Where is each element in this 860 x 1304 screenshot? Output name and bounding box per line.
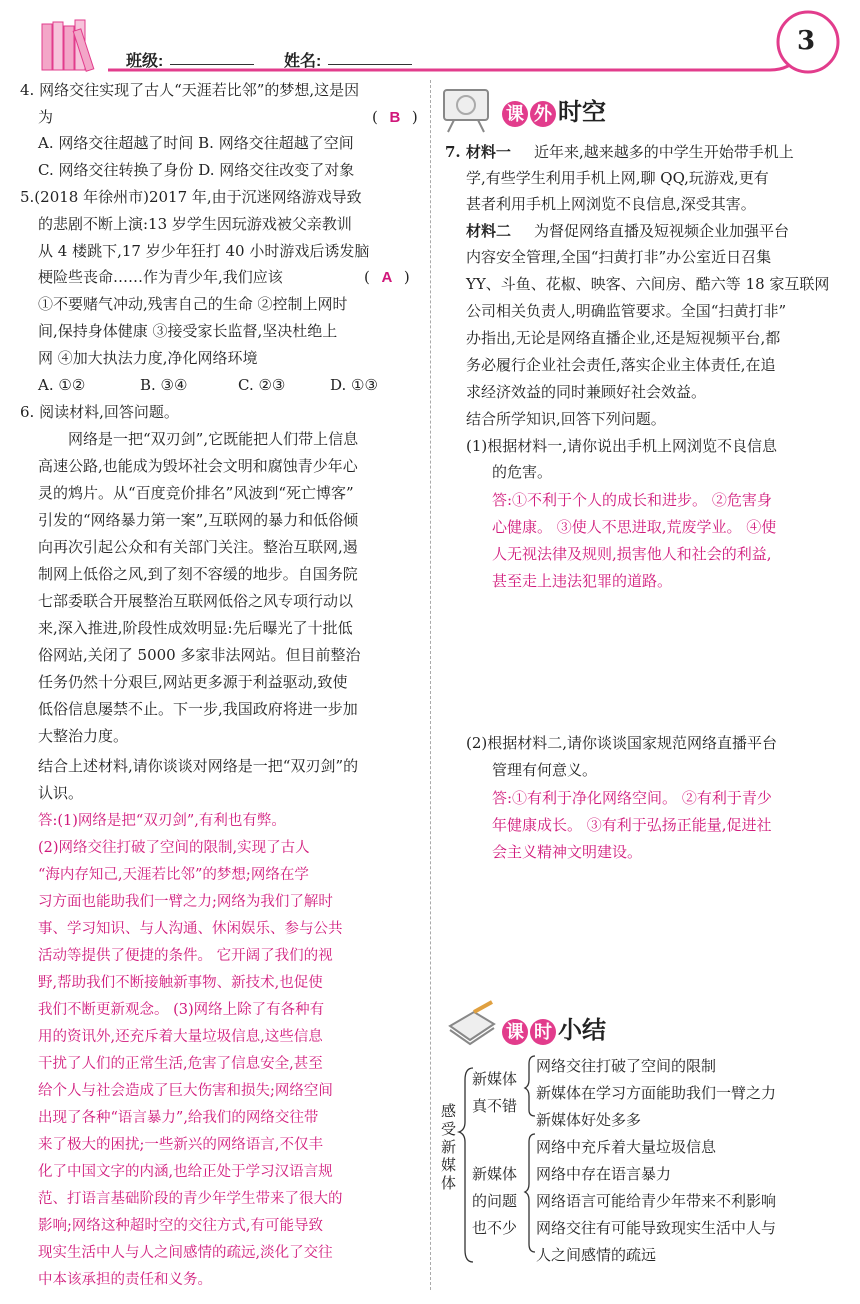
page-number: 3	[797, 26, 816, 56]
q6-answer-line: 习方面也能助我们一臂之力;网络为我们了解时	[38, 894, 333, 910]
q6-answer-line: “海内存知己,天涯若比邻”的梦想;网络在学	[38, 867, 309, 883]
q6-answer-line: 答:(1)网络是把“双刃剑”,有利也有弊。	[38, 813, 286, 829]
q6-passage-line: 灵的鸩片。从“百度竞价排名”风波到“死亡博客”	[38, 484, 354, 502]
branch1-item: 新媒体好处多多	[536, 1111, 642, 1129]
q6-answer-line: 我们不断更新观念。 (3)网络上除了有各种有	[38, 1002, 325, 1018]
q6-question-line2: 认识。	[38, 784, 84, 802]
summary-root: 感受新媒体	[441, 1102, 457, 1192]
title-char-circle: 课	[502, 1019, 528, 1045]
q6-passage-line: 七部委联合开展整治互联网低俗之风专项行动以	[38, 592, 354, 610]
q6-answer-line: 影响;网络这种超时空的交往方式,有可能导致	[38, 1218, 323, 1234]
q7-sub2-answer: 答:①有利于净化网络空间。 ②有利于青少	[492, 789, 772, 807]
q7-sub1-line: (1)根据材料一,请你说出手机上网浏览不良信息	[466, 437, 778, 455]
q6-answer-line: (2)网络交往打破了空间的限制,实现了古人	[38, 840, 310, 856]
q7-sub2-answer: 会主义精神文明建设。	[492, 843, 643, 861]
q6-passage-line: 大整治力度。	[38, 727, 129, 745]
q5-paren: ( A )	[364, 268, 410, 286]
q7-sub1-answer: 人无视法律及规则,损害他人和社会的利益,	[492, 545, 772, 563]
q6-answer-line: 活动等提供了便捷的条件。 它开阔了我们的视	[38, 948, 333, 964]
q7-material1-label: 7. 材料一	[445, 143, 511, 161]
q6-answer-line: 野,帮助我们不断接触新事物、新技术,也促使	[38, 975, 323, 991]
q6-answer-line: 现实生活中人与人之间感情的疏远,淡化了交往	[38, 1245, 333, 1261]
title-char-circle: 时	[530, 1019, 556, 1045]
q6-passage-line: 任务仍然十分艰巨,网站更多源于利益驱动,致使	[38, 673, 348, 691]
branch1-item: 新媒体在学习方面能助我们一臂之力	[536, 1084, 777, 1102]
q4-stem-line2: 为	[38, 108, 54, 126]
q7-sub1-answer: 答:①不利于个人的成长和进步。 ②危害身	[492, 491, 772, 509]
q7-material2-line: 求经济效益的同时兼顾好社会效益。	[466, 383, 707, 401]
q6-passage-line: 引发的“网络暴力第一案”,互联网的暴力和低俗倾	[38, 511, 359, 529]
q4-paren: ( B )	[372, 108, 418, 126]
q4-answer: B	[389, 109, 401, 126]
q6-answer-line: 中本该承担的责任和义务。	[38, 1272, 212, 1288]
q7-material2-line: YY、斗鱼、花椒、映客、六间房、酷六等 18 家互联网	[466, 275, 830, 293]
q6-passage-line: 低俗信息屡禁不止。下一步,我国政府将进一步加	[38, 700, 358, 718]
q6-stem: 6. 阅读材料,回答问题。	[20, 403, 179, 421]
q7-instruction: 结合所学知识,回答下列问题。	[466, 410, 666, 428]
class-label: 班级:	[126, 53, 164, 70]
branch2-item: 网络语言可能给青少年带来不利影响	[536, 1192, 777, 1210]
q6-answer-line: 给个人与社会造成了巨大伤害和损失;网络空间	[38, 1083, 333, 1099]
q4-options-ab: A. 网络交往超越了时间 B. 网络交往超越了空间	[38, 134, 354, 152]
q6-answer-line: 事、学习知识、与人沟通、休闲娱乐、参与公共	[38, 921, 343, 937]
column-divider	[430, 80, 431, 1290]
title-char-circle: 外	[530, 101, 556, 127]
q5-item-line3: 网 ④加大执法力度,净化网络环境	[38, 349, 258, 367]
q7-material2-line: 内容安全管理,全国“扫黄打非”办公室近日召集	[466, 248, 772, 266]
q6-question-line1: 结合上述材料,请你谈谈对网络是一把“双刃剑”的	[38, 757, 359, 775]
q6-passage-line: 制网上低俗之风,到了刻不容缓的地步。自国务院	[38, 565, 358, 583]
q4-options-cd: C. 网络交往转换了身份 D. 网络交往改变了对象	[38, 161, 355, 179]
q7-material2-line: 办指出,无论是网络直播企业,还是短视频平台,都	[466, 329, 781, 347]
q6-passage-line: 来,深入推进,阶段性成效明显:先后曝光了十批低	[38, 619, 353, 637]
q6-passage-line: 俗网站,关闭了 5000 多家非法网站。但目前整治	[38, 646, 361, 664]
branch1-label-line2: 真不错	[472, 1097, 518, 1115]
branch2-label-line1: 新媒体	[472, 1165, 518, 1183]
q6-answer-line: 用的资讯外,还充斥着大量垃圾信息,这些信息	[38, 1029, 323, 1045]
branch2-label-line2: 的问题	[472, 1192, 518, 1210]
branch2-item: 网络中存在语言暴力	[536, 1165, 672, 1183]
q5-stem-line3: 从 4 楼跳下,17 岁少年狂打 40 小时游戏后诱发脑	[38, 242, 370, 260]
name-label: 姓名:	[284, 53, 322, 70]
q7-material2-label: 材料二	[466, 222, 512, 240]
books-icon	[40, 18, 110, 74]
title-char-circle: 课	[502, 101, 528, 127]
q5-stem-line2: 的悲剧不断上演:13 岁学生因玩游戏被父亲教训	[38, 215, 352, 233]
branch2-item: 人之间感情的疏远	[536, 1246, 657, 1264]
q7-material2-line: 为督促网络直播及短视频企业加强平台	[534, 222, 790, 240]
q7-sub1-answer: 心健康。 ③使人不思进取,荒废学业。 ④使	[492, 518, 777, 536]
q7-sub1-answer: 甚至走上违法犯罪的道路。	[492, 572, 673, 590]
q6-answer-line: 干扰了人们的正常生活,危害了信息安全,甚至	[38, 1056, 323, 1072]
q5-answer: A	[381, 269, 393, 286]
q5-option-c: C. ②③	[238, 376, 286, 394]
q6-answer-line: 范、打语言基础阶段的青少年学生带来了很大的	[38, 1191, 343, 1207]
q6-passage-line: 网络是一把“双刃剑”,它既能把人们带上信息	[68, 430, 359, 448]
screen-icon	[440, 84, 496, 134]
q5-option-d: D. ①③	[330, 376, 378, 394]
q7-sub2-answer: 年健康成长。 ③有利于弘扬正能量,促进社	[492, 816, 772, 834]
q7-material2-line: 公司相关负责人,明确监管要求。全国“扫黄打非”	[466, 302, 787, 320]
q5-option-b: B. ③④	[140, 376, 188, 394]
q7-sub2-line: (2)根据材料二,请你谈谈国家规范网络直播平台	[466, 734, 778, 752]
q7-sub1-line: 的危害。	[492, 463, 553, 481]
notebook-pencil-icon	[444, 1000, 500, 1046]
name-blank[interactable]	[328, 64, 412, 65]
branch2-label-line3: 也不少	[472, 1219, 518, 1237]
q5-item-line2: 间,保持身体健康 ③接受家长监督,坚决杜绝上	[38, 322, 338, 340]
q4-stem-line1: 4. 网络交往实现了古人“天涯若比邻”的梦想,这是因	[20, 81, 360, 99]
q5-option-a: A. ①②	[38, 376, 86, 394]
q6-passage-line: 向再次引起公众和有关部门关注。整治互联网,遏	[38, 538, 358, 556]
branch2-item: 网络交往有可能导致现实生活中人与	[536, 1219, 777, 1237]
branch1-label-line1: 新媒体	[472, 1070, 518, 1088]
section-title-text: 小结	[558, 1017, 606, 1044]
q5-stem-line1: 5.(2018 年徐州市)2017 年,由于沉迷网络游戏导致	[20, 188, 362, 206]
q6-answer-line: 化了中国文字的内涵,也给正处于学习汉语言规	[38, 1164, 333, 1180]
q7-material2-line: 务必履行企业社会责任,落实企业主体责任,在追	[466, 356, 776, 374]
q6-passage-line: 高速公路,也能成为毁坏社会文明和腐蚀青少年心	[38, 457, 358, 475]
section-title-text: 时空	[558, 99, 606, 126]
q7-material1-line: 甚者利用手机上网浏览不良信息,深受其害。	[466, 195, 756, 213]
branch1-item: 网络交往打破了空间的限制	[536, 1057, 717, 1075]
q5-stem-line4: 梗险些丧命……作为青少年,我们应该	[38, 268, 283, 286]
q6-answer-line: 来了极大的困扰;一些新兴的网络语言,不仅丰	[38, 1137, 323, 1153]
branch2-item: 网络中充斥着大量垃圾信息	[536, 1138, 717, 1156]
q7-material1-line: 近年来,越来越多的中学生开始带手机上	[534, 143, 794, 161]
q6-answer-line: 出现了各种“语言暴力”,给我们的网络交往带	[38, 1110, 319, 1126]
class-blank[interactable]	[170, 64, 254, 65]
q7-sub2-line: 管理有何意义。	[492, 761, 598, 779]
q5-item-line1: ①不要赌气冲动,残害自己的生命 ②控制上网时	[38, 295, 348, 313]
q7-material1-line: 学,有些学生利用手机上网,聊 QQ,玩游戏,更有	[466, 169, 769, 187]
